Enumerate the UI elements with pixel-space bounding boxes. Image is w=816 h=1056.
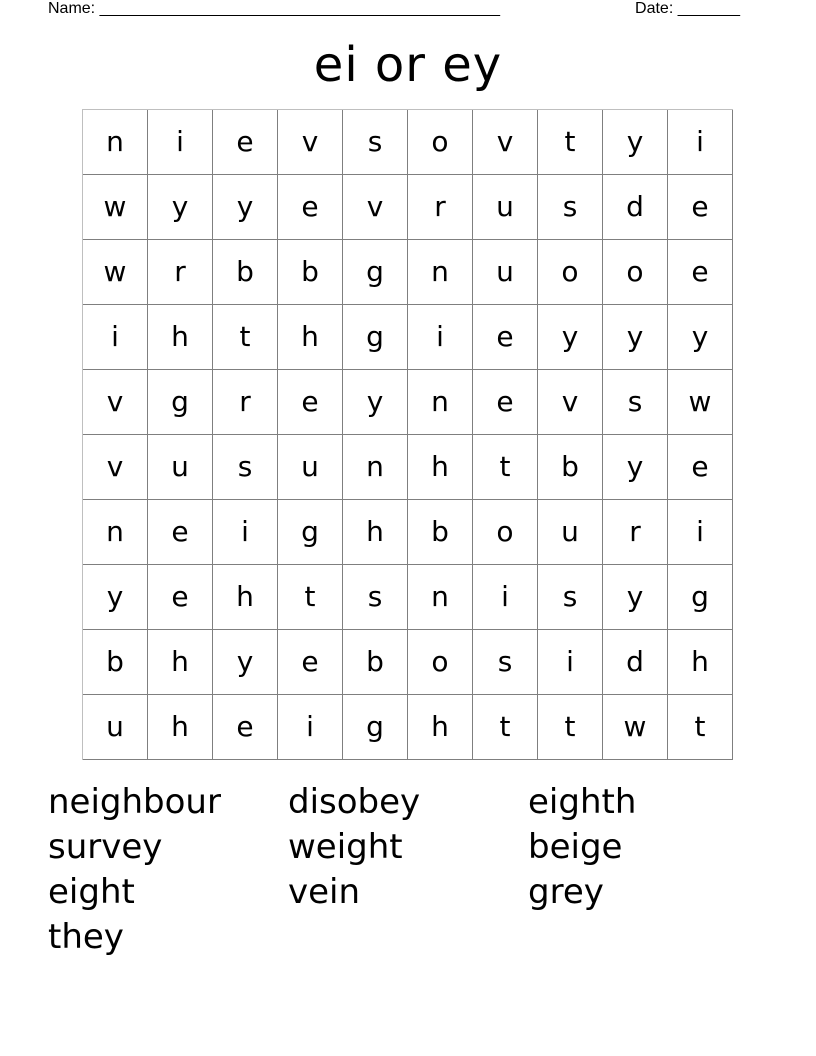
word-list-item: neighbour xyxy=(48,782,221,822)
grid-cell[interactable]: i xyxy=(213,500,278,565)
grid-cell[interactable]: g xyxy=(343,695,408,760)
grid-cell[interactable]: h xyxy=(668,630,733,695)
grid-cell[interactable]: y xyxy=(83,565,148,630)
grid-cell[interactable]: y xyxy=(603,435,668,500)
grid-cell[interactable]: u xyxy=(148,435,213,500)
grid-cell[interactable]: v xyxy=(473,110,538,175)
grid-cell[interactable]: o xyxy=(408,630,473,695)
grid-cell[interactable]: s xyxy=(473,630,538,695)
grid-cell[interactable]: u xyxy=(473,240,538,305)
grid-cell[interactable]: i xyxy=(408,305,473,370)
grid-cell[interactable]: n xyxy=(83,110,148,175)
grid-cell[interactable]: h xyxy=(148,630,213,695)
word-list-item: eight xyxy=(48,872,135,912)
grid-cell[interactable]: n xyxy=(408,240,473,305)
grid-cell[interactable]: i xyxy=(278,695,343,760)
grid-cell[interactable]: u xyxy=(538,500,603,565)
grid-cell[interactable]: s xyxy=(538,175,603,240)
grid-cell[interactable]: y xyxy=(603,305,668,370)
grid-cell[interactable]: t xyxy=(538,695,603,760)
grid-cell[interactable]: n xyxy=(83,500,148,565)
grid-cell[interactable]: r xyxy=(603,500,668,565)
grid-cell[interactable]: v xyxy=(538,370,603,435)
grid-cell[interactable]: e xyxy=(473,305,538,370)
grid-cell[interactable]: b xyxy=(83,630,148,695)
grid-cell[interactable]: e xyxy=(278,630,343,695)
grid-cell[interactable]: y xyxy=(343,370,408,435)
grid-cell[interactable]: u xyxy=(83,695,148,760)
word-list-item: they xyxy=(48,917,124,957)
word-list-item: beige xyxy=(528,827,623,867)
grid-cell[interactable]: h xyxy=(343,500,408,565)
grid-cell[interactable]: g xyxy=(343,305,408,370)
grid-cell[interactable]: e xyxy=(148,500,213,565)
page-title: ei or ey xyxy=(313,37,503,93)
grid-cell[interactable]: h xyxy=(213,565,278,630)
grid-cell[interactable]: y xyxy=(603,565,668,630)
grid-cell[interactable]: r xyxy=(408,175,473,240)
grid-cell[interactable]: w xyxy=(83,175,148,240)
grid-cell[interactable]: s xyxy=(603,370,668,435)
grid-cell[interactable]: h xyxy=(408,435,473,500)
grid-cell[interactable]: g xyxy=(148,370,213,435)
grid-cell[interactable]: d xyxy=(603,630,668,695)
grid-cell[interactable]: y xyxy=(148,175,213,240)
grid-cell[interactable]: t xyxy=(473,435,538,500)
grid-cell[interactable]: e xyxy=(148,565,213,630)
grid-cell[interactable]: t xyxy=(473,695,538,760)
grid-cell[interactable]: y xyxy=(213,630,278,695)
grid-cell[interactable]: y xyxy=(668,305,733,370)
grid-cell[interactable]: w xyxy=(603,695,668,760)
grid-cell[interactable]: n xyxy=(408,565,473,630)
word-search-grid xyxy=(82,109,733,760)
grid-cell[interactable]: g xyxy=(278,500,343,565)
grid-cell[interactable]: e xyxy=(473,370,538,435)
grid-cell[interactable]: e xyxy=(668,435,733,500)
grid-cell[interactable]: e xyxy=(278,370,343,435)
grid-cell[interactable]: o xyxy=(603,240,668,305)
grid-cell[interactable]: b xyxy=(278,240,343,305)
grid-cell[interactable]: r xyxy=(213,370,278,435)
grid-cell[interactable]: h xyxy=(278,305,343,370)
grid-cell[interactable]: e xyxy=(278,175,343,240)
grid-cell[interactable]: g xyxy=(343,240,408,305)
grid-cell[interactable]: u xyxy=(278,435,343,500)
grid-cell[interactable]: s xyxy=(343,110,408,175)
grid-cell[interactable]: v xyxy=(343,175,408,240)
grid-cell[interactable]: d xyxy=(603,175,668,240)
grid-cell[interactable]: i xyxy=(668,110,733,175)
grid-cell[interactable]: t xyxy=(278,565,343,630)
grid-cell[interactable]: i xyxy=(473,565,538,630)
word-list-item: survey xyxy=(48,827,163,867)
grid-cell[interactable]: e xyxy=(668,240,733,305)
grid-cell[interactable]: h xyxy=(148,305,213,370)
grid-cell[interactable]: r xyxy=(148,240,213,305)
word-list-item: weight xyxy=(288,827,403,867)
grid-cell[interactable]: o xyxy=(473,500,538,565)
grid-cell[interactable]: y xyxy=(603,110,668,175)
word-list-item: vein xyxy=(288,872,361,912)
grid-cell[interactable]: i xyxy=(148,110,213,175)
grid-cell[interactable]: o xyxy=(408,110,473,175)
word-list-item: eighth xyxy=(528,782,637,822)
grid-cell[interactable]: n xyxy=(343,435,408,500)
worksheet-header xyxy=(48,0,740,20)
grid-cell[interactable]: h xyxy=(408,695,473,760)
grid-cell[interactable]: i xyxy=(538,630,603,695)
grid-cell[interactable]: b xyxy=(538,435,603,500)
grid-cell[interactable]: g xyxy=(668,565,733,630)
grid-cell[interactable]: b xyxy=(213,240,278,305)
word-list-item: grey xyxy=(528,872,604,912)
grid-cell[interactable]: v xyxy=(83,435,148,500)
name-field-label: Name: _____________________________________________ xyxy=(48,0,500,17)
grid-cell[interactable]: t xyxy=(668,695,733,760)
grid-cell[interactable]: b xyxy=(343,630,408,695)
grid-cell[interactable]: e xyxy=(668,175,733,240)
grid-cell[interactable]: i xyxy=(83,305,148,370)
grid-cell[interactable]: h xyxy=(148,695,213,760)
grid-cell[interactable]: t xyxy=(538,110,603,175)
grid-cell[interactable]: b xyxy=(408,500,473,565)
grid-cell[interactable]: s xyxy=(213,435,278,500)
grid-cell[interactable]: w xyxy=(83,240,148,305)
grid-cell[interactable]: e xyxy=(213,695,278,760)
grid-cell[interactable]: u xyxy=(473,175,538,240)
grid-cell[interactable]: t xyxy=(213,305,278,370)
word-list xyxy=(48,780,768,960)
grid-cell[interactable]: s xyxy=(538,565,603,630)
grid-cell[interactable]: e xyxy=(213,110,278,175)
grid-cell[interactable]: w xyxy=(668,370,733,435)
date-field-label: Date: _______ xyxy=(635,0,740,17)
grid-cell[interactable]: o xyxy=(538,240,603,305)
grid-cell[interactable]: y xyxy=(538,305,603,370)
grid-cell[interactable]: i xyxy=(668,500,733,565)
word-list-item: disobey xyxy=(288,782,421,822)
grid-cell[interactable]: v xyxy=(83,370,148,435)
grid-cell[interactable]: v xyxy=(278,110,343,175)
grid-cell[interactable]: n xyxy=(408,370,473,435)
grid-cell[interactable]: y xyxy=(213,175,278,240)
grid-cell[interactable]: s xyxy=(343,565,408,630)
